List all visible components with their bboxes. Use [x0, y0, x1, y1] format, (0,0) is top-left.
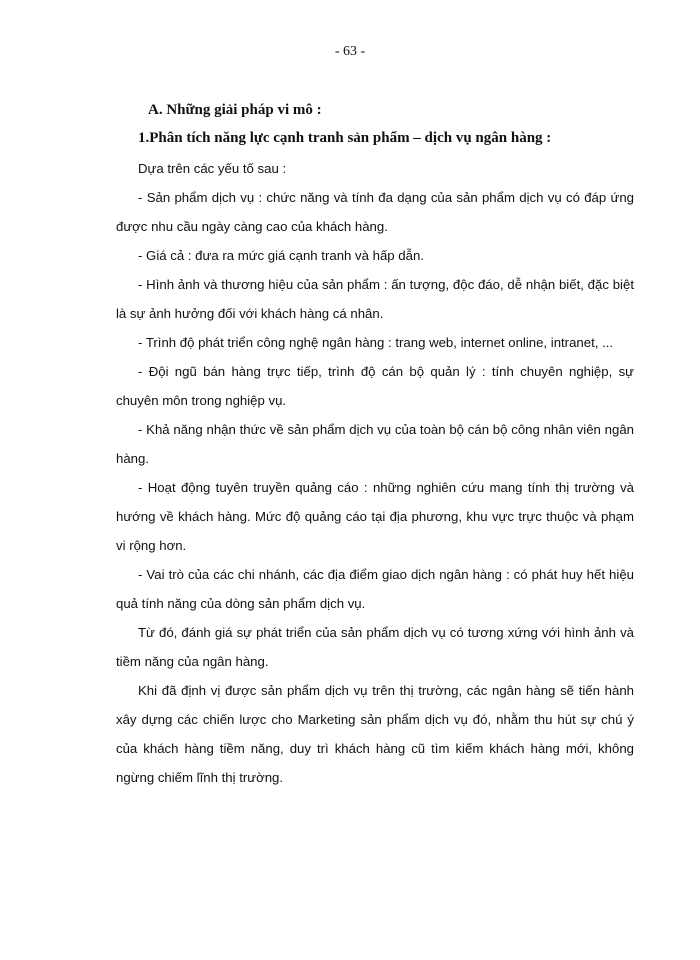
paragraph-price: - Giá cả : đưa ra mức giá cạnh tranh và hấp dẫn.: [138, 248, 424, 263]
paragraph-conclusion: Khi đã định vị được sản phẩm dịch vụ trên thị trường, các ngân hàng sẽ tiến hành xây dựng các chiến lược cho Marketing sản phẩm dịch vụ đó, nhằm thu hút sự chú ý của khách hàng tiềm năng, duy trì khách hàng cũ tìm kiếm khách hàng mới, không ngừng chiếm lĩnh thị trường.: [116, 683, 634, 785]
paragraph-product-service: - Sản phẩm dịch vụ : chức năng và tính đa dạng của sản phẩm dịch vụ có đáp ứng được nhu cầu ngày càng cao của khách hàng.: [116, 190, 634, 234]
paragraph-technology: - Trình độ phát triển công nghệ ngân hàng : trang web, internet online, intranet, ...: [138, 335, 614, 350]
page-number: - 63 -: [334, 44, 366, 59]
section-heading: A. Những giải pháp vi mô :: [148, 102, 322, 118]
paragraph-intro: Dựa trên các yếu tố sau :: [138, 161, 287, 176]
page-content: [116, 96, 634, 792]
paragraph-staff-awareness: - Khả năng nhận thức về sản phẩm dịch vụ của toàn bộ cán bộ công nhân viên ngân hàng.: [116, 422, 634, 466]
paragraph-sales-team: - Đội ngũ bán hàng trực tiếp, trình độ cán bộ quản lý : tính chuyên nghiệp, sự chuyên môn trong nghiệp vụ.: [116, 364, 634, 408]
subsection-heading: 1.Phân tích năng lực cạnh tranh sản phẩm – dịch vụ ngân hàng :: [138, 130, 552, 146]
paragraph-evaluation: Từ đó, đánh giá sự phát triển của sản phẩm dịch vụ có tương xứng với hình ảnh và tiềm năng của ngân hàng.: [116, 625, 634, 669]
paragraph-brand-image: - Hình ảnh và thương hiệu của sản phẩm : ấn tượng, độc đáo, dễ nhận biết, đặc biệt là sự ảnh hưởng đối với khách hàng cá nhân.: [116, 277, 634, 321]
paragraph-advertising: - Hoạt động tuyên truyền quảng cáo : những nghiên cứu mang tính thị trường và hướng về khách hàng. Mức độ quảng cáo tại địa phương, khu vực trực thuộc và phạm vi rộng hơn.: [116, 480, 634, 553]
paragraph-branches: - Vai trò của các chi nhánh, các địa điểm giao dịch ngân hàng : có phát huy hết hiệu quả tính năng của dòng sản phẩm dịch vụ.: [116, 567, 634, 611]
